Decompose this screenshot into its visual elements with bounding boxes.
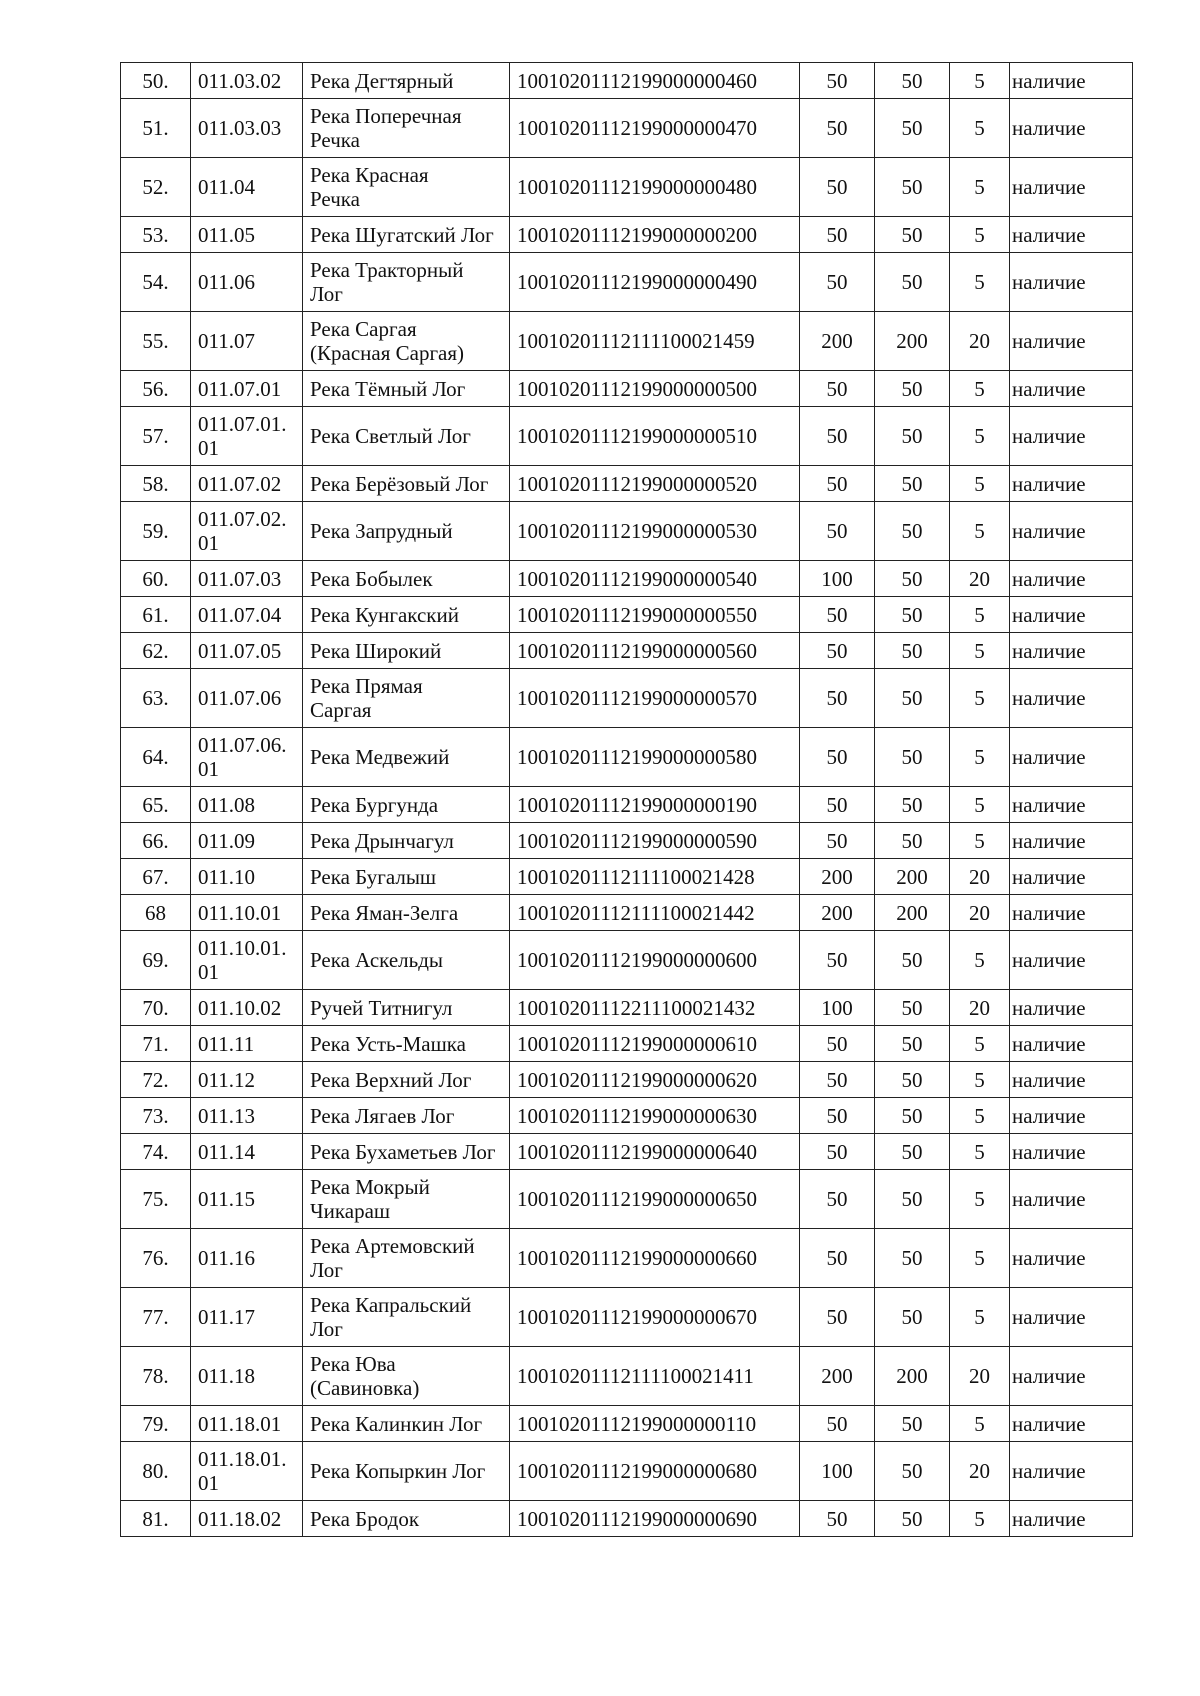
registry-code: 10010201112199000000580 (510, 728, 800, 787)
registry-code: 10010201112199000000190 (510, 787, 800, 823)
value-1: 50 (800, 728, 875, 787)
object-code: 011.10.01. 01 (191, 931, 303, 990)
value-3: 5 (950, 407, 1010, 466)
value-2: 50 (875, 597, 950, 633)
table-row (121, 466, 1133, 502)
status-cell: наличие (1010, 1098, 1133, 1134)
object-name: Река Красная Речка (303, 158, 510, 217)
value-2: 50 (875, 787, 950, 823)
row-number: 72. (121, 1062, 191, 1098)
value-1: 50 (800, 63, 875, 99)
row-number: 54. (121, 253, 191, 312)
table-body (121, 63, 1133, 1537)
table-row (121, 253, 1133, 312)
value-1: 50 (800, 823, 875, 859)
value-1: 50 (800, 669, 875, 728)
value-2: 50 (875, 253, 950, 312)
status-cell: наличие (1010, 931, 1133, 990)
registry-code: 10010201112199000000560 (510, 633, 800, 669)
registry-code: 10010201112199000000590 (510, 823, 800, 859)
table-row (121, 1442, 1133, 1501)
value-1: 50 (800, 1170, 875, 1229)
object-code: 011.04 (191, 158, 303, 217)
value-3: 5 (950, 253, 1010, 312)
registry-code: 10010201112199000000550 (510, 597, 800, 633)
value-1: 200 (800, 312, 875, 371)
value-3: 5 (950, 669, 1010, 728)
value-1: 50 (800, 787, 875, 823)
value-2: 50 (875, 1406, 950, 1442)
object-code: 011.10.02 (191, 990, 303, 1026)
object-name: Река Дрынчагул (303, 823, 510, 859)
registry-code: 10010201112199000000470 (510, 99, 800, 158)
object-name: Река Бугалыш (303, 859, 510, 895)
table-row (121, 633, 1133, 669)
object-name: Река Бургунда (303, 787, 510, 823)
table-row (121, 1134, 1133, 1170)
object-name: Река Мокрый Чикараш (303, 1170, 510, 1229)
table-row (121, 99, 1133, 158)
value-3: 5 (950, 597, 1010, 633)
row-number: 51. (121, 99, 191, 158)
row-number: 65. (121, 787, 191, 823)
registry-code: 10010201112199000000630 (510, 1098, 800, 1134)
table-row (121, 1406, 1133, 1442)
object-name: Река Верхний Лог (303, 1062, 510, 1098)
value-1: 200 (800, 895, 875, 931)
value-2: 50 (875, 1442, 950, 1501)
status-cell: наличие (1010, 859, 1133, 895)
table-row (121, 371, 1133, 407)
row-number: 74. (121, 1134, 191, 1170)
value-1: 100 (800, 1442, 875, 1501)
row-number: 64. (121, 728, 191, 787)
value-2: 50 (875, 633, 950, 669)
value-2: 50 (875, 1026, 950, 1062)
object-name: Река Бродок (303, 1501, 510, 1537)
value-3: 5 (950, 1501, 1010, 1537)
value-3: 5 (950, 1026, 1010, 1062)
status-cell: наличие (1010, 466, 1133, 502)
value-1: 50 (800, 1501, 875, 1537)
row-number: 57. (121, 407, 191, 466)
value-1: 50 (800, 158, 875, 217)
table-row (121, 217, 1133, 253)
value-3: 5 (950, 787, 1010, 823)
object-name: Река Яман-Зелга (303, 895, 510, 931)
value-2: 50 (875, 466, 950, 502)
registry-code: 10010201112199000000570 (510, 669, 800, 728)
status-cell: наличие (1010, 561, 1133, 597)
value-2: 50 (875, 1229, 950, 1288)
value-2: 50 (875, 1134, 950, 1170)
value-1: 50 (800, 217, 875, 253)
value-2: 50 (875, 158, 950, 217)
row-number: 81. (121, 1501, 191, 1537)
table-row (121, 669, 1133, 728)
value-1: 50 (800, 1098, 875, 1134)
value-1: 50 (800, 1026, 875, 1062)
value-3: 5 (950, 63, 1010, 99)
value-1: 50 (800, 1229, 875, 1288)
table-row (121, 859, 1133, 895)
registry-code: 10010201112111100021459 (510, 312, 800, 371)
registry-code: 10010201112199000000660 (510, 1229, 800, 1288)
value-1: 100 (800, 561, 875, 597)
status-cell: наличие (1010, 1229, 1133, 1288)
value-1: 50 (800, 931, 875, 990)
row-number: 53. (121, 217, 191, 253)
value-1: 50 (800, 1406, 875, 1442)
object-code: 011.09 (191, 823, 303, 859)
value-2: 200 (875, 895, 950, 931)
value-2: 50 (875, 407, 950, 466)
value-3: 5 (950, 1229, 1010, 1288)
object-name: Река Усть-Машка (303, 1026, 510, 1062)
object-name: Река Капральский Лог (303, 1288, 510, 1347)
table-row (121, 1098, 1133, 1134)
row-number: 60. (121, 561, 191, 597)
table-row (121, 1062, 1133, 1098)
table-row (121, 1170, 1133, 1229)
value-1: 200 (800, 1347, 875, 1406)
value-3: 5 (950, 1062, 1010, 1098)
table-row (121, 502, 1133, 561)
value-3: 20 (950, 895, 1010, 931)
row-number: 52. (121, 158, 191, 217)
table-row (121, 1347, 1133, 1406)
status-cell: наличие (1010, 728, 1133, 787)
value-1: 200 (800, 859, 875, 895)
object-code: 011.10 (191, 859, 303, 895)
table-row (121, 823, 1133, 859)
row-number: 75. (121, 1170, 191, 1229)
status-cell: наличие (1010, 895, 1133, 931)
value-3: 5 (950, 217, 1010, 253)
value-2: 50 (875, 217, 950, 253)
value-3: 5 (950, 1288, 1010, 1347)
object-name: Река Светлый Лог (303, 407, 510, 466)
row-number: 76. (121, 1229, 191, 1288)
registry-code: 10010201112199000000500 (510, 371, 800, 407)
status-cell: наличие (1010, 1134, 1133, 1170)
value-2: 50 (875, 1062, 950, 1098)
object-code: 011.08 (191, 787, 303, 823)
value-3: 5 (950, 1406, 1010, 1442)
value-1: 50 (800, 597, 875, 633)
object-code: 011.07.03 (191, 561, 303, 597)
value-3: 20 (950, 859, 1010, 895)
object-name: Река Артемовский Лог (303, 1229, 510, 1288)
object-name: Река Копыркин Лог (303, 1442, 510, 1501)
object-name: Река Аскельды (303, 931, 510, 990)
value-2: 50 (875, 728, 950, 787)
object-code: 011.16 (191, 1229, 303, 1288)
object-name: Река Саргая (Красная Саргая) (303, 312, 510, 371)
table-row (121, 561, 1133, 597)
registry-code: 10010201112199000000690 (510, 1501, 800, 1537)
row-number: 68 (121, 895, 191, 931)
value-2: 50 (875, 990, 950, 1026)
value-3: 5 (950, 502, 1010, 561)
registry-code: 10010201112199000000530 (510, 502, 800, 561)
status-cell: наличие (1010, 253, 1133, 312)
table-row (121, 1501, 1133, 1537)
object-code: 011.18 (191, 1347, 303, 1406)
value-2: 50 (875, 502, 950, 561)
row-number: 77. (121, 1288, 191, 1347)
object-name: Река Юва (Савиновка) (303, 1347, 510, 1406)
object-name: Река Бухаметьев Лог (303, 1134, 510, 1170)
row-number: 78. (121, 1347, 191, 1406)
status-cell: наличие (1010, 99, 1133, 158)
value-3: 5 (950, 823, 1010, 859)
value-3: 5 (950, 633, 1010, 669)
status-cell: наличие (1010, 1062, 1133, 1098)
value-2: 50 (875, 823, 950, 859)
value-3: 20 (950, 990, 1010, 1026)
object-name: Река Медвежий (303, 728, 510, 787)
object-code: 011.11 (191, 1026, 303, 1062)
value-3: 5 (950, 466, 1010, 502)
object-code: 011.18.01. 01 (191, 1442, 303, 1501)
value-3: 5 (950, 1134, 1010, 1170)
row-number: 71. (121, 1026, 191, 1062)
value-2: 50 (875, 1170, 950, 1229)
registry-code: 10010201112199000000640 (510, 1134, 800, 1170)
value-2: 50 (875, 931, 950, 990)
registry-code: 10010201112199000000490 (510, 253, 800, 312)
water-objects-table (120, 62, 1133, 1537)
object-code: 011.06 (191, 253, 303, 312)
object-name: Река Тракторный Лог (303, 253, 510, 312)
value-1: 50 (800, 1288, 875, 1347)
object-code: 011.07 (191, 312, 303, 371)
object-name: Река Шугатский Лог (303, 217, 510, 253)
value-3: 20 (950, 312, 1010, 371)
status-cell: наличие (1010, 371, 1133, 407)
row-number: 50. (121, 63, 191, 99)
table-row (121, 990, 1133, 1026)
table-row (121, 597, 1133, 633)
row-number: 59. (121, 502, 191, 561)
value-2: 200 (875, 312, 950, 371)
registry-code: 10010201112111100021442 (510, 895, 800, 931)
value-3: 5 (950, 931, 1010, 990)
object-code: 011.15 (191, 1170, 303, 1229)
status-cell: наличие (1010, 633, 1133, 669)
row-number: 67. (121, 859, 191, 895)
object-code: 011.14 (191, 1134, 303, 1170)
row-number: 80. (121, 1442, 191, 1501)
object-code: 011.03.03 (191, 99, 303, 158)
value-3: 20 (950, 561, 1010, 597)
value-2: 200 (875, 859, 950, 895)
object-code: 011.07.01. 01 (191, 407, 303, 466)
row-number: 56. (121, 371, 191, 407)
object-code: 011.07.06 (191, 669, 303, 728)
value-2: 50 (875, 1288, 950, 1347)
status-cell: наличие (1010, 990, 1133, 1026)
value-2: 50 (875, 99, 950, 158)
registry-code: 10010201112199000000600 (510, 931, 800, 990)
registry-code: 10010201112199000000510 (510, 407, 800, 466)
value-2: 50 (875, 669, 950, 728)
registry-code: 10010201112111100021411 (510, 1347, 800, 1406)
value-2: 50 (875, 561, 950, 597)
status-cell: наличие (1010, 312, 1133, 371)
object-code: 011.07.04 (191, 597, 303, 633)
value-1: 100 (800, 990, 875, 1026)
value-2: 50 (875, 1098, 950, 1134)
row-number: 69. (121, 931, 191, 990)
value-1: 50 (800, 371, 875, 407)
value-3: 20 (950, 1442, 1010, 1501)
registry-code: 10010201112111100021428 (510, 859, 800, 895)
value-3: 5 (950, 1170, 1010, 1229)
table-row (121, 787, 1133, 823)
object-name: Река Калинкин Лог (303, 1406, 510, 1442)
row-number: 66. (121, 823, 191, 859)
object-name: Река Кунгакский (303, 597, 510, 633)
row-number: 58. (121, 466, 191, 502)
table-row (121, 895, 1133, 931)
value-2: 50 (875, 371, 950, 407)
status-cell: наличие (1010, 1406, 1133, 1442)
value-1: 50 (800, 1062, 875, 1098)
value-1: 50 (800, 407, 875, 466)
row-number: 70. (121, 990, 191, 1026)
table-row (121, 728, 1133, 787)
object-code: 011.18.02 (191, 1501, 303, 1537)
value-1: 50 (800, 466, 875, 502)
registry-code: 10010201112199000000540 (510, 561, 800, 597)
object-name: Река Прямая Саргая (303, 669, 510, 728)
object-name: Река Дегтярный (303, 63, 510, 99)
table-row (121, 158, 1133, 217)
object-code: 011.05 (191, 217, 303, 253)
object-code: 011.13 (191, 1098, 303, 1134)
value-1: 50 (800, 502, 875, 561)
table-row (121, 1026, 1133, 1062)
status-cell: наличие (1010, 1347, 1133, 1406)
object-name: Река Запрудный (303, 502, 510, 561)
object-code: 011.10.01 (191, 895, 303, 931)
status-cell: наличие (1010, 669, 1133, 728)
table-row (121, 407, 1133, 466)
status-cell: наличие (1010, 1170, 1133, 1229)
status-cell: наличие (1010, 502, 1133, 561)
registry-code: 10010201112199000000620 (510, 1062, 800, 1098)
value-2: 50 (875, 1501, 950, 1537)
status-cell: наличие (1010, 597, 1133, 633)
status-cell: наличие (1010, 823, 1133, 859)
row-number: 79. (121, 1406, 191, 1442)
table-row (121, 312, 1133, 371)
object-code: 011.17 (191, 1288, 303, 1347)
table-row (121, 1229, 1133, 1288)
row-number: 62. (121, 633, 191, 669)
table-row (121, 931, 1133, 990)
value-3: 5 (950, 99, 1010, 158)
value-2: 50 (875, 63, 950, 99)
value-3: 5 (950, 1098, 1010, 1134)
value-3: 5 (950, 158, 1010, 217)
object-name: Река Тёмный Лог (303, 371, 510, 407)
object-code: 011.07.01 (191, 371, 303, 407)
status-cell: наличие (1010, 787, 1133, 823)
status-cell: наличие (1010, 407, 1133, 466)
row-number: 61. (121, 597, 191, 633)
status-cell: наличие (1010, 217, 1133, 253)
value-1: 50 (800, 253, 875, 312)
object-code: 011.07.05 (191, 633, 303, 669)
registry-code: 10010201112199000000200 (510, 217, 800, 253)
registry-code: 10010201112199000000110 (510, 1406, 800, 1442)
registry-code: 10010201112199000000460 (510, 63, 800, 99)
object-name: Река Берёзовый Лог (303, 466, 510, 502)
object-name: Река Лягаев Лог (303, 1098, 510, 1134)
registry-code: 10010201112199000000680 (510, 1442, 800, 1501)
registry-code: 10010201112199000000610 (510, 1026, 800, 1062)
registry-code: 10010201112199000000520 (510, 466, 800, 502)
object-code: 011.03.02 (191, 63, 303, 99)
object-name: Река Широкий (303, 633, 510, 669)
object-name: Река Поперечная Речка (303, 99, 510, 158)
value-3: 5 (950, 371, 1010, 407)
registry-code: 10010201112199000000650 (510, 1170, 800, 1229)
object-name: Ручей Титнигул (303, 990, 510, 1026)
object-code: 011.07.02 (191, 466, 303, 502)
status-cell: наличие (1010, 1442, 1133, 1501)
status-cell: наличие (1010, 1026, 1133, 1062)
status-cell: наличие (1010, 63, 1133, 99)
table-row (121, 63, 1133, 99)
object-code: 011.07.06. 01 (191, 728, 303, 787)
object-code: 011.07.02. 01 (191, 502, 303, 561)
registry-code: 10010201112199000000480 (510, 158, 800, 217)
status-cell: наличие (1010, 1501, 1133, 1537)
row-number: 73. (121, 1098, 191, 1134)
registry-code: 10010201112211100021432 (510, 990, 800, 1026)
status-cell: наличие (1010, 1288, 1133, 1347)
row-number: 55. (121, 312, 191, 371)
value-1: 50 (800, 633, 875, 669)
value-3: 5 (950, 728, 1010, 787)
object-name: Река Бобылек (303, 561, 510, 597)
row-number: 63. (121, 669, 191, 728)
table-row (121, 1288, 1133, 1347)
object-code: 011.18.01 (191, 1406, 303, 1442)
value-1: 50 (800, 1134, 875, 1170)
value-3: 20 (950, 1347, 1010, 1406)
registry-code: 10010201112199000000670 (510, 1288, 800, 1347)
value-2: 200 (875, 1347, 950, 1406)
value-1: 50 (800, 99, 875, 158)
object-code: 011.12 (191, 1062, 303, 1098)
status-cell: наличие (1010, 158, 1133, 217)
